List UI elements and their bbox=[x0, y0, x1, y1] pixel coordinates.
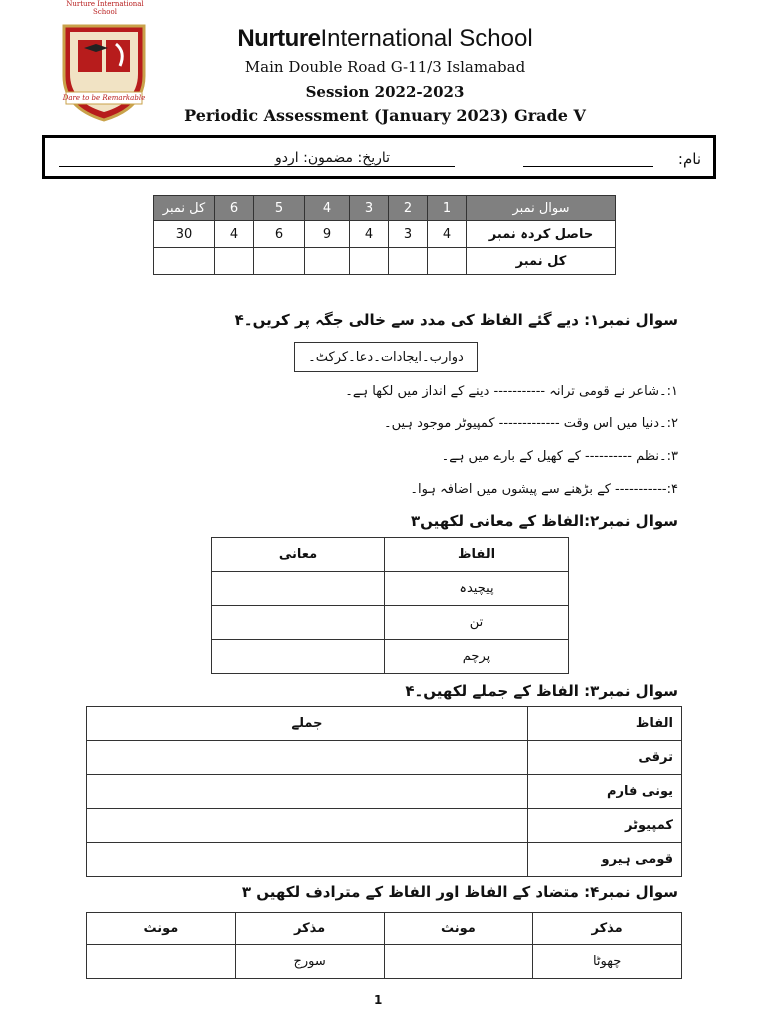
score-cell[interactable] bbox=[254, 248, 305, 275]
assessment-title: Periodic Assessment (January 2023) Grade V bbox=[184, 106, 586, 125]
q4-header-row bbox=[87, 913, 682, 945]
table-row bbox=[212, 640, 569, 674]
score-header-q2: 2 bbox=[389, 196, 428, 221]
answer-cell[interactable] bbox=[384, 945, 533, 979]
logo-motto: Dare to be Remarkable bbox=[62, 94, 146, 102]
word-cell: پرچم bbox=[385, 640, 569, 674]
score-row-label: کل نمبر bbox=[467, 248, 616, 275]
q3-header-row bbox=[87, 707, 682, 741]
answer-cell[interactable] bbox=[87, 809, 528, 843]
q3-header-sentences: جملے bbox=[87, 707, 528, 741]
date-line[interactable] bbox=[345, 166, 455, 167]
school-name-bold: Nurture bbox=[237, 25, 321, 52]
answer-cell[interactable] bbox=[212, 606, 385, 640]
q1-line-1: ۱:۔شاعر نے قومی ترانہ ----------- دینے کے انداز میں لکھا ہے۔ bbox=[345, 384, 678, 399]
answer-cell[interactable] bbox=[87, 775, 528, 809]
score-cell: 30 bbox=[154, 221, 215, 248]
word-cell: کمپیوٹر bbox=[528, 809, 682, 843]
name-box bbox=[42, 135, 716, 179]
name-label: نام: bbox=[677, 150, 701, 168]
school-name bbox=[160, 25, 610, 53]
q2-header-meaning: معانی bbox=[212, 538, 385, 572]
word-cell: ترقی bbox=[528, 741, 682, 775]
table-row bbox=[87, 741, 682, 775]
q1-title: سوال نمبر۱: دیے گئے الفاظ کی مدد سے خالی جگہ پر کریں۔۴ bbox=[234, 311, 678, 329]
q2-header-words: الفاظ bbox=[385, 538, 569, 572]
q4-header-masculine: مذکر bbox=[235, 913, 384, 945]
answer-cell[interactable] bbox=[87, 741, 528, 775]
table-row bbox=[87, 775, 682, 809]
word-cell: قومی ہیرو bbox=[528, 843, 682, 877]
q4-header-masculine: مذکر bbox=[533, 913, 682, 945]
table-row bbox=[212, 572, 569, 606]
score-cell[interactable] bbox=[305, 248, 350, 275]
score-cell[interactable] bbox=[154, 248, 215, 275]
q2-header-row bbox=[212, 538, 569, 572]
q4-header-feminine: مونث bbox=[384, 913, 533, 945]
score-cell: 3 bbox=[389, 221, 428, 248]
score-table bbox=[153, 195, 616, 275]
table-row bbox=[87, 945, 682, 979]
score-header-q5: 5 bbox=[254, 196, 305, 221]
q3-title: سوال نمبر۳: الفاظ کے جملے لکھیں۔۴ bbox=[405, 682, 678, 700]
score-header-row bbox=[154, 196, 616, 221]
score-cell[interactable] bbox=[215, 248, 254, 275]
subject-date-label: تاریخ: مضمون: اردو bbox=[275, 150, 391, 166]
q1-word-box: دوارب۔ایجادات۔دعا۔کرکٹ۔ bbox=[294, 342, 478, 372]
score-header-total: کل نمبر bbox=[154, 196, 215, 221]
answer-cell[interactable] bbox=[212, 572, 385, 606]
score-cell: 4 bbox=[215, 221, 254, 248]
q4-title: سوال نمبر۴: متضاد کے الفاظ اور الفاظ کے مترادف لکھیں ۳ bbox=[241, 883, 678, 901]
word-cell: چھوٹا bbox=[533, 945, 682, 979]
score-cell[interactable] bbox=[428, 248, 467, 275]
score-header-q6: 6 bbox=[215, 196, 254, 221]
score-header-question: سوال نمبر bbox=[467, 196, 616, 221]
score-header-q4: 4 bbox=[305, 196, 350, 221]
score-cell: 4 bbox=[350, 221, 389, 248]
logo-top-text: Nurture International School bbox=[66, 0, 144, 16]
page-number: 1 bbox=[374, 993, 383, 1007]
score-row-label: حاصل کردہ نمبر bbox=[467, 221, 616, 248]
word-cell: پیچیدہ bbox=[385, 572, 569, 606]
q3-table bbox=[86, 706, 682, 877]
score-cell: 4 bbox=[428, 221, 467, 248]
score-cell[interactable] bbox=[350, 248, 389, 275]
session: Session 2022-2023 bbox=[305, 83, 465, 101]
q1-line-4: ۴:----------- کے بڑھنے سے پیشوں میں اضافہ ہوا۔ bbox=[410, 482, 678, 497]
name-line[interactable] bbox=[523, 166, 653, 167]
score-cell: 6 bbox=[254, 221, 305, 248]
q1-line-2: ۲:۔دنیا میں اس وقت ------------- کمپیوٹر موجود ہیں۔ bbox=[383, 416, 678, 431]
q1-line-3: ۳:۔نظم ---------- کے کھیل کے بارے میں ہے۔ bbox=[441, 449, 678, 464]
answer-cell[interactable] bbox=[212, 640, 385, 674]
answer-cell[interactable] bbox=[87, 843, 528, 877]
word-cell: تن bbox=[385, 606, 569, 640]
q2-title: سوال نمبر۲:الفاظ کے معانی لکھیں۳ bbox=[410, 512, 678, 530]
table-row bbox=[87, 809, 682, 843]
answer-cell[interactable] bbox=[87, 945, 236, 979]
word-cell: یونی فارم bbox=[528, 775, 682, 809]
score-cell[interactable] bbox=[389, 248, 428, 275]
q2-table bbox=[211, 537, 569, 674]
school-logo bbox=[50, 12, 158, 124]
school-address: Main Double Road G-11/3 Islamabad bbox=[244, 58, 526, 76]
q4-header-feminine: مونث bbox=[87, 913, 236, 945]
word-cell: سورج bbox=[235, 945, 384, 979]
score-row-obtained bbox=[154, 221, 616, 248]
table-row bbox=[87, 843, 682, 877]
q4-table bbox=[86, 912, 682, 979]
q3-header-words: الفاظ bbox=[528, 707, 682, 741]
score-header-q1: 1 bbox=[428, 196, 467, 221]
score-cell: 9 bbox=[305, 221, 350, 248]
table-row bbox=[212, 606, 569, 640]
score-row-total bbox=[154, 248, 616, 275]
score-header-q3: 3 bbox=[350, 196, 389, 221]
blank-line[interactable] bbox=[59, 166, 349, 167]
school-name-rest: International School bbox=[320, 25, 533, 52]
